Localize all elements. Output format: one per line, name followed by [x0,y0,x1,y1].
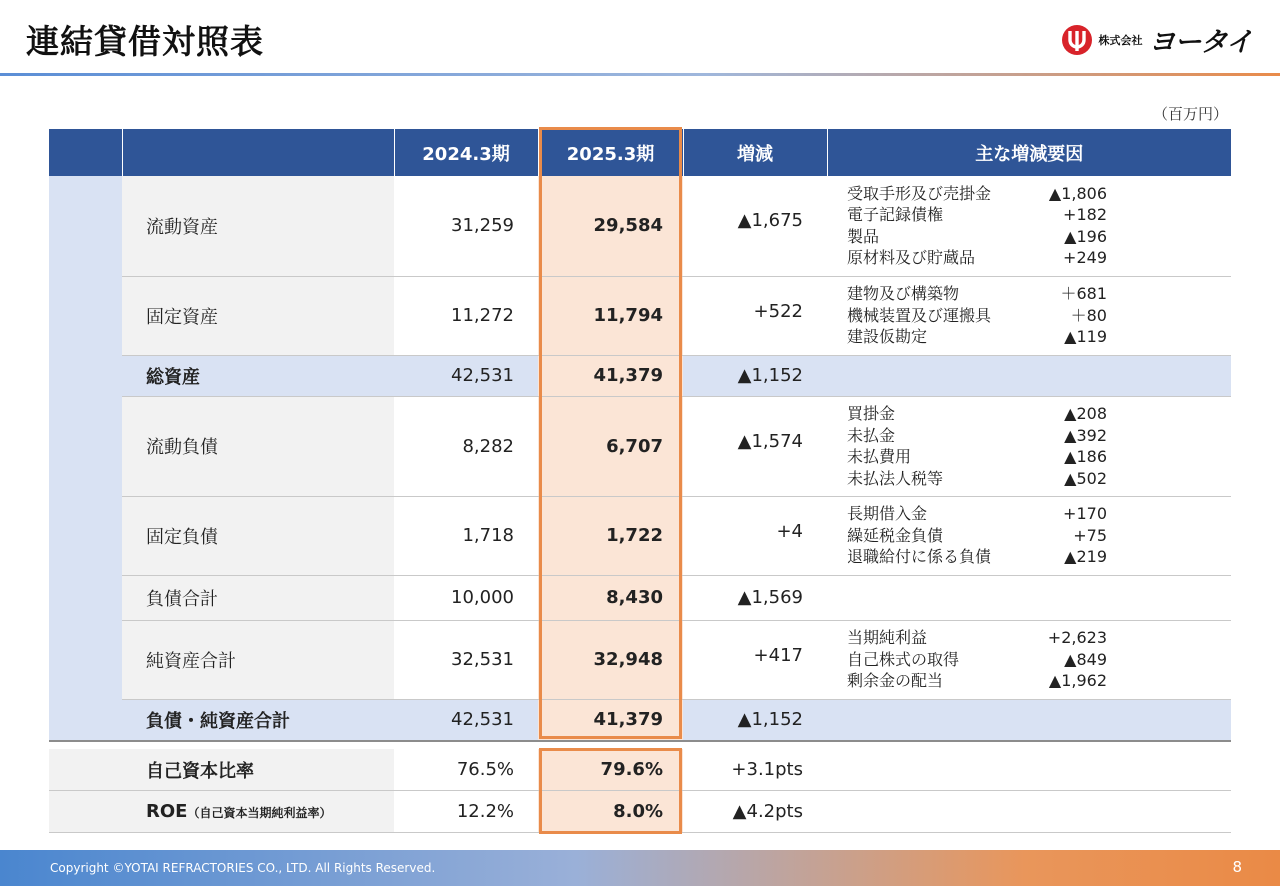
balance-sheet-table [49,129,1231,741]
copyright-text: Copyright ©YOTAI REFRACTORIES CO., LTD. All Rights Reserved. [50,861,436,875]
reason-item [847,283,1107,305]
row-label: 固定資産 [122,276,394,355]
table-row [49,176,1231,276]
reason-item [847,546,1107,568]
prev-value: 8,282 [394,396,538,496]
reason-item [847,649,1107,671]
page-title: 連結貸借対照表 [26,22,264,61]
reason-label: 買掛金 [847,404,896,423]
reason-amount: ▲219 [1064,547,1107,567]
reason-amount: ▲1,806 [1048,183,1107,203]
reason-amount: ▲196 [1064,226,1107,246]
reason-label: 長期借入金 [847,504,928,524]
reason-label: 受取手形及び売掛金 [847,183,992,203]
reason-amount: ▲208 [1064,404,1107,423]
table-row [49,276,1231,355]
ratio-prev: 76.5% [394,749,538,791]
reason-amount: ▲119 [1064,327,1107,347]
ratio-row [49,749,1231,791]
curr-value: 11,794 [538,276,683,355]
ratio-diff: ▲4.2pts [683,791,827,833]
col-header-item [122,129,394,176]
ratio-label-sub: （自己資本当期純利益率） [187,806,332,820]
reasons-cell [827,620,1231,699]
reasons-cell [827,396,1231,496]
prev-value: 11,272 [394,276,538,355]
reason-amount: +75 [1073,525,1107,545]
section-side-cell [49,575,122,620]
col-header-curr: 2025.3期 [538,129,683,176]
reason-item [847,403,1107,425]
reason-item [847,183,1107,205]
reason-label: 製品 [847,226,880,246]
reason-label: 当期純利益 [847,628,928,648]
reason-item [847,503,1107,525]
row-label: 流動負債 [122,396,394,496]
col-header-reasons: 主な増減要因 [827,129,1231,176]
ratio-row [49,791,1231,833]
curr-value: 6,707 [538,396,683,496]
reason-label: 電子記録債権 [847,205,944,225]
reason-label: 自己株式の取得 [847,649,960,669]
diff-value: ▲1,152 [683,355,827,396]
ratio-label [122,749,394,791]
row-label: 流動資産 [122,176,394,276]
logo [1061,20,1252,59]
title-divider [0,73,1280,76]
reasons-cell [827,575,1231,620]
row-label: 総資産 [122,355,394,396]
reason-label: 建物及び構築物 [847,284,960,304]
reason-item [847,425,1107,447]
footer [0,850,1280,886]
ratio-table [49,749,1231,833]
unit-label: （百万円） [1152,105,1228,123]
reasons-cell [827,176,1231,276]
reason-item [847,525,1107,547]
diff-value: ▲1,569 [683,575,827,620]
reason-amount: +249 [1063,248,1107,268]
ratio-curr: 79.6% [538,749,683,791]
table-row [49,355,1231,396]
reason-item [847,247,1107,269]
reason-label: 原材料及び貯蔵品 [847,248,976,268]
ratio-reason [827,791,1231,833]
row-label: 固定負債 [122,496,394,575]
table-header-row [49,129,1231,176]
reason-item [847,670,1107,692]
reason-label: 未払費用 [847,447,912,466]
diff-value: ▲1,675 [683,176,827,276]
ratio-divider [49,740,1231,742]
table-row [49,575,1231,620]
table-row [49,620,1231,699]
col-header-side [49,129,122,176]
prev-value: 10,000 [394,575,538,620]
curr-value: 29,584 [538,176,683,276]
section-side-cell [49,176,122,276]
col-header-diff: 増減 [683,129,827,176]
reason-label: 機械装置及び運搬具 [847,305,992,325]
table-row [49,699,1231,740]
section-side-cell [49,396,122,496]
section-side-cell [49,699,122,740]
prev-value: 31,259 [394,176,538,276]
ratio-side-cell [49,749,122,791]
reason-amount: +182 [1063,205,1107,225]
ratio-diff: +3.1pts [683,749,827,791]
section-side-cell [49,355,122,396]
reason-amount: ＋681 [1060,284,1107,304]
reason-amount: ▲1,962 [1048,671,1107,691]
row-label: 負債・純資産合計 [122,699,394,740]
diff-value: +522 [683,276,827,355]
ratio-label [122,791,394,833]
reasons-cell [827,496,1231,575]
reason-amount: +2,623 [1047,628,1107,648]
ratio-prev: 12.2% [394,791,538,833]
table-row [49,396,1231,496]
reason-label: 未払金 [847,425,896,445]
reason-item [847,305,1107,327]
prev-value: 42,531 [394,355,538,396]
reason-item [847,226,1107,248]
logo-company-type: 株式会社 [1098,33,1143,47]
reason-item [847,627,1107,649]
diff-value: +417 [683,620,827,699]
reason-item [847,468,1107,490]
reason-label: 剰余金の配当 [847,671,944,691]
reasons-cell [827,699,1231,740]
table-row [49,496,1231,575]
curr-value: 8,430 [538,575,683,620]
diff-value: +4 [683,496,827,575]
reason-item [847,326,1107,348]
reason-item [847,446,1107,468]
reason-label: 退職給付に係る負債 [847,547,992,567]
curr-value: 41,379 [538,699,683,740]
diff-value: ▲1,152 [683,699,827,740]
page-number: 8 [1232,858,1242,876]
section-side-cell [49,496,122,575]
prev-value: 1,718 [394,496,538,575]
logo-company-name: ヨータイ [1148,27,1252,58]
col-header-prev: 2024.3期 [394,129,538,176]
reason-label: 繰延税金負債 [847,525,944,545]
reason-amount: ▲186 [1064,447,1107,466]
curr-value: 41,379 [538,355,683,396]
ratio-label-text: 自己資本比率 [146,760,254,782]
diff-value: ▲1,574 [683,396,827,496]
ratio-label-text: ROE [146,801,188,822]
prev-value: 32,531 [394,620,538,699]
row-label: 負債合計 [122,575,394,620]
reason-label: 建設仮勘定 [847,327,928,347]
reason-amount: ＋80 [1070,305,1107,325]
ratio-curr: 8.0% [538,791,683,833]
reasons-cell [827,355,1231,396]
reason-item [847,204,1107,226]
curr-value: 1,722 [538,496,683,575]
reason-amount: ▲849 [1064,649,1107,669]
row-label: 純資産合計 [122,620,394,699]
reasons-cell [827,276,1231,355]
reason-amount: ▲502 [1064,468,1107,488]
section-side-cell [49,620,122,699]
ratio-reason [827,749,1231,791]
reason-label: 未払法人税等 [847,468,944,488]
reason-amount: +170 [1063,504,1107,524]
reason-amount: ▲392 [1064,425,1107,445]
ratio-side-cell [49,791,122,833]
prev-value: 42,531 [394,699,538,740]
section-side-cell [49,276,122,355]
yotai-logo-icon [1061,24,1093,56]
curr-value: 32,948 [538,620,683,699]
